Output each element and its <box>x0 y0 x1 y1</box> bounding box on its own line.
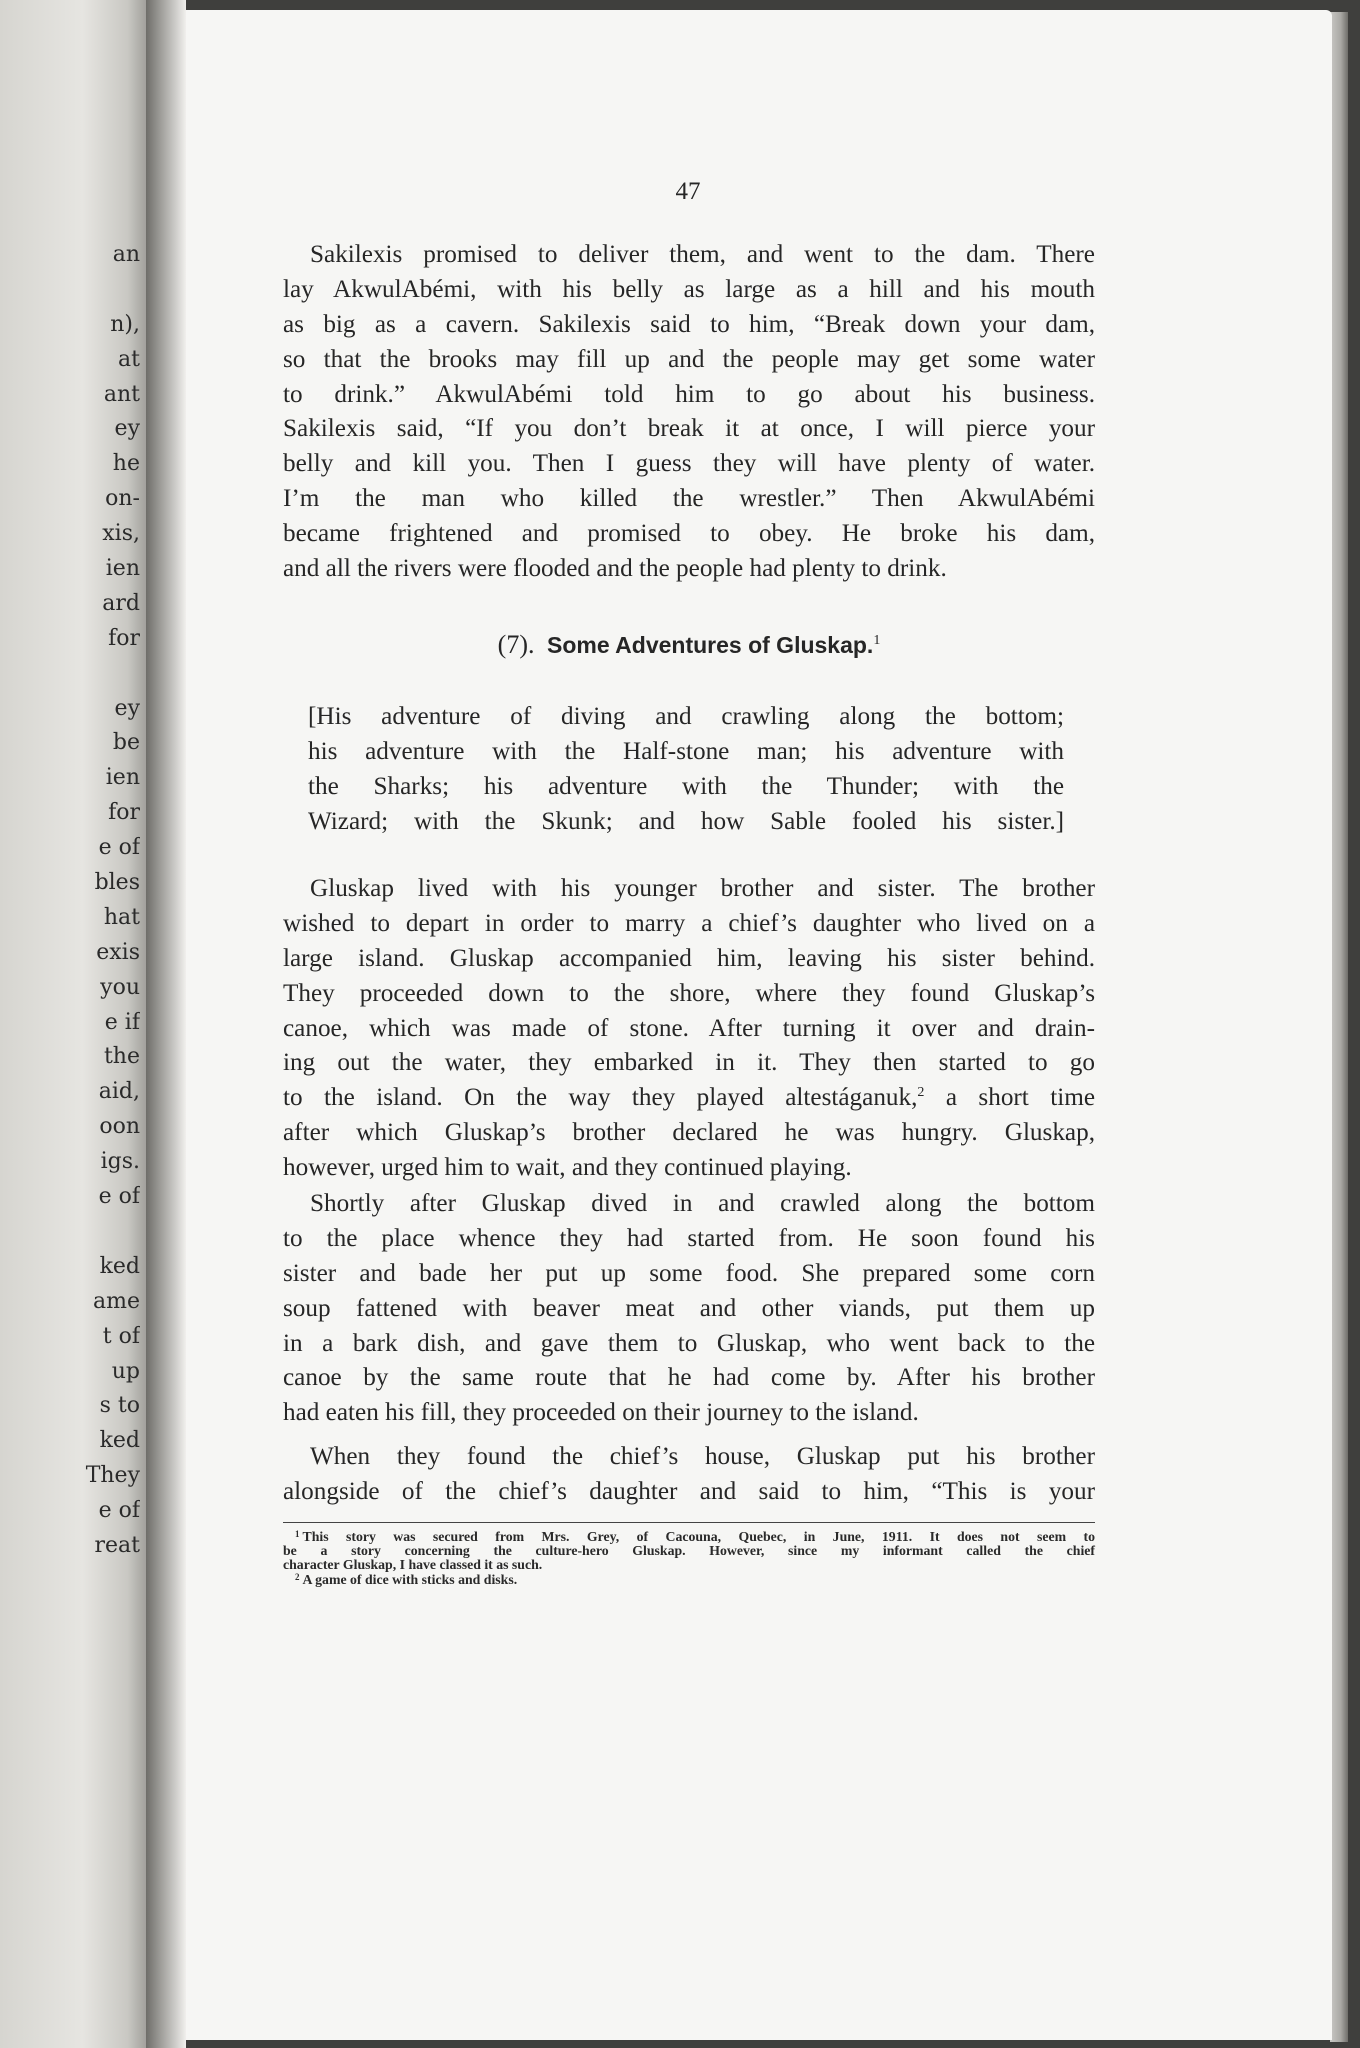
fragment-line: at <box>118 346 140 372</box>
text-line: wished to depart in order to marry a chief’s daughter who lived on a <box>283 909 1095 937</box>
section-summary <box>308 700 1064 840</box>
footnote-2-mark: 2 <box>295 1571 300 1582</box>
text-line: Shortly after Gluskap dived in and crawled along the bottom <box>310 1190 1095 1217</box>
fragment-line: ey <box>114 416 140 442</box>
previous-page-text-fragments <box>0 238 140 1564</box>
footnote-1-line: be a story concerning the culture-hero Gluskap. However, since my informant called the chief <box>283 1543 1095 1559</box>
text-line: so that the brooks may fill up and the people may get some water <box>283 345 1095 373</box>
fragment-line: ked <box>99 1253 140 1279</box>
section-heading <box>283 630 1095 660</box>
fragment-line: bles <box>94 870 140 896</box>
fragment-line: reat <box>94 1532 140 1558</box>
fragment-line <box>0 273 140 308</box>
text-line: canoe, which was made of stone. After turning it over and drain- <box>283 1014 1095 1042</box>
fragment-line: ked <box>99 1428 140 1454</box>
fragment-line: n), <box>110 311 140 337</box>
footnote-reference: 1 <box>873 633 881 648</box>
text-line: large island. Gluskap accompanied him, leaving his sister behind. <box>283 944 1095 972</box>
fragment-line <box>0 657 140 692</box>
footnote-2-line <box>283 1573 1095 1587</box>
text-line: and all the rivers were flooded and the people had plenty to drink. <box>283 555 947 583</box>
paragraph-3 <box>283 1187 1095 1431</box>
fragment-line: you <box>100 974 140 1000</box>
text-line: They proceeded down to the shore, where they found Gluskap’s <box>283 979 1095 1007</box>
fragment-line: the <box>103 1044 140 1070</box>
page-number: 47 <box>675 178 701 205</box>
fragment-line: igs. <box>100 1149 140 1175</box>
fragment-line: exis <box>96 939 140 965</box>
fragment-line: xis, <box>102 521 140 547</box>
fragment-line: an <box>112 242 140 267</box>
text-line: ing out the water, they embarked in it. They then started to go <box>283 1049 1095 1077</box>
fragment-line: ant <box>103 381 140 407</box>
fragment-line: for <box>108 625 140 651</box>
fragment-line: ien <box>105 765 140 791</box>
text-line: I’m the man who killed the wrestler.” Then AkwulAbémi <box>283 485 1095 513</box>
fragment-line: They <box>85 1463 140 1489</box>
previous-page-edge <box>0 0 150 2048</box>
footnote-separator <box>283 1522 1095 1523</box>
footnote-text: A game of dice with sticks and disks. <box>302 1571 518 1587</box>
fragment-line: on- <box>105 486 140 512</box>
text-segment: a short time <box>924 1084 1095 1112</box>
text-line: had eaten his fill, they proceeded on their journey to the island. <box>283 1399 919 1427</box>
footnote-1-line: character Gluskap, I have classed it as such. <box>283 1557 543 1573</box>
text-line: his adventure with the Half-stone man; his adventure with <box>308 737 1064 765</box>
text-line: after which Gluskap’s brother declared he was hungry. Gluskap, <box>283 1119 1095 1147</box>
footnote-1-line <box>283 1530 1095 1544</box>
fragment-line: e of <box>98 835 140 861</box>
fragment-line: ien <box>105 556 140 582</box>
footnotes <box>283 1530 1095 1587</box>
paragraph-1 <box>283 238 1095 587</box>
fragment-line <box>0 1215 140 1250</box>
text-line: sister and bade her put up some food. She prepared some corn <box>283 1259 1095 1287</box>
book-gutter-shadow <box>146 0 186 2048</box>
footnote-text: This story was secured from Mrs. Grey, of Cacouna, Quebec, in June, 1911. It does not seem to <box>302 1529 1095 1544</box>
fragment-line: oon <box>99 1114 140 1140</box>
footnote-1-mark: 1 <box>295 1529 300 1539</box>
text-line: soup fattened with beaver meat and other viands, put them up <box>283 1294 1095 1322</box>
text-line: the Sharks; his adventure with the Thunder; with the <box>308 772 1064 800</box>
fragment-line: he <box>112 451 140 477</box>
text-line: Sakilexis said, “If you don’t break it at once, I will pierce your <box>283 415 1095 443</box>
text-line: became frightened and promised to obey. He broke his dam, <box>283 520 1095 548</box>
paragraph-2 <box>283 872 1095 1186</box>
text-line: [His adventure of diving and crawling along the bottom; <box>308 703 1064 730</box>
text-line: as big as a cavern. Sakilexis said to him, “Break down your dam, <box>283 310 1095 338</box>
page-stack-edge <box>1330 12 1348 2042</box>
fragment-line: ame <box>93 1288 140 1314</box>
text-line: Sakilexis promised to deliver them, and went to the dam. There <box>310 241 1095 268</box>
fragment-line: t of <box>102 1323 140 1349</box>
fragment-line: aid, <box>98 1079 140 1105</box>
fragment-line: e if <box>104 1009 140 1035</box>
text-line: in a bark dish, and gave them to Gluskap, who went back to the <box>283 1329 1095 1357</box>
footnote-reference: 2 <box>917 1085 925 1101</box>
fragment-line: s to <box>99 1393 140 1419</box>
text-segment: to the island. On the way they played altestáganuk, <box>283 1084 918 1112</box>
fragment-line: ard <box>102 590 140 616</box>
text-line: alongside of the chief’s daughter and said to him, “This is your <box>283 1477 1095 1505</box>
text-line: Gluskap lived with his younger brother and sister. The brother <box>310 875 1095 902</box>
fragment-line: up <box>111 1358 140 1384</box>
text-line: Wizard; with the Skunk; and how Sable fooled his sister.] <box>308 807 1064 835</box>
text-line: When they found the chief’s house, Gluskap put his brother <box>310 1443 1095 1470</box>
text-line: lay AkwulAbémi, with his belly as large as a hill and his mouth <box>283 275 1095 303</box>
text-line <box>283 1081 1095 1116</box>
text-line: to the place whence they had started from. He soon found his <box>283 1224 1095 1252</box>
fragment-line: hat <box>103 904 140 930</box>
fragment-line: ey <box>114 695 140 721</box>
fragment-line: e of <box>98 1184 140 1210</box>
section-title: Some Adventures of Gluskap. <box>546 632 874 658</box>
text-line: belly and kill you. Then I guess they will have plenty of water. <box>283 450 1095 478</box>
paragraph-4 <box>283 1440 1095 1510</box>
fragment-line: be <box>112 730 140 756</box>
text-line: canoe by the same route that he had come by. After his brother <box>283 1364 1095 1392</box>
text-line: to drink.” AkwulAbémi told him to go about his business. <box>283 380 1095 408</box>
text-line: however, urged him to wait, and they continued playing. <box>283 1154 852 1182</box>
fragment-line: for <box>108 800 140 826</box>
fragment-line: e of <box>98 1498 140 1524</box>
section-number: (7). <box>497 630 535 659</box>
